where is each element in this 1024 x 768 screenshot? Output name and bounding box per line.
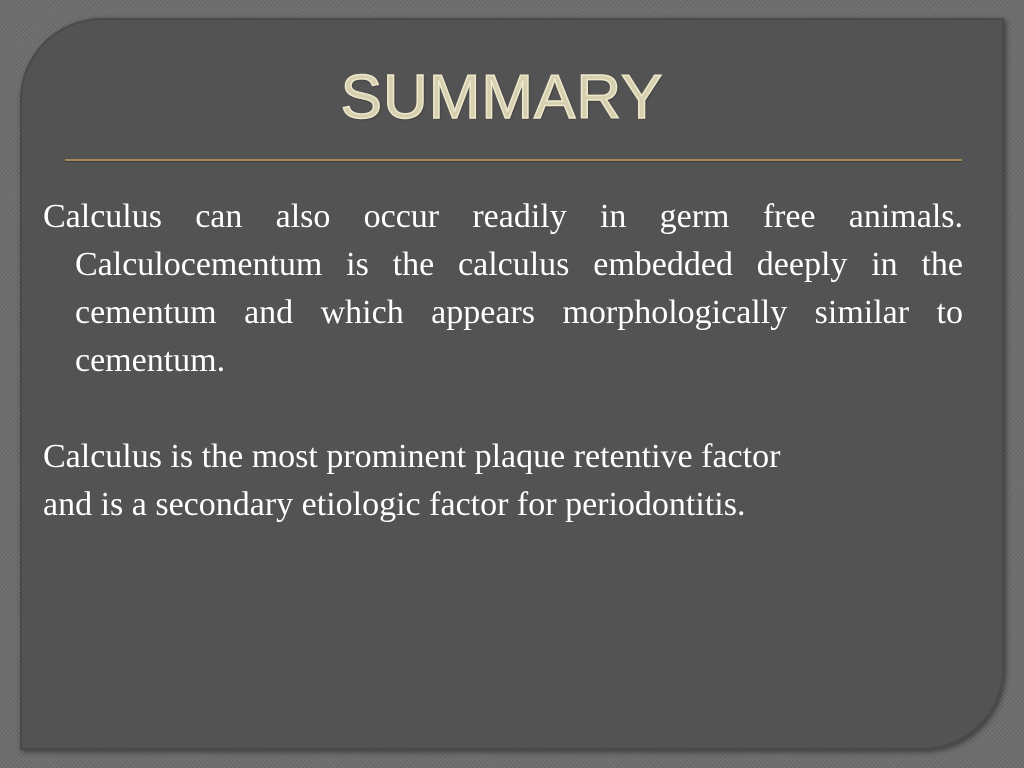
slide-body (43, 193, 963, 529)
title-divider (65, 159, 962, 162)
paragraph-calculocementum: Calculus can also occur readily in germ free animals. Calculocementum is the calculus embedded deeply in the cementum and which appears morphologically similar to cementum. (43, 198, 963, 379)
slide-title: SUMMARY (340, 63, 664, 132)
paragraph-plaque-retentive: Calculus is the most prominent plaque retentive factor and is a secondary etiologic factor for periodontitis. (43, 438, 781, 523)
